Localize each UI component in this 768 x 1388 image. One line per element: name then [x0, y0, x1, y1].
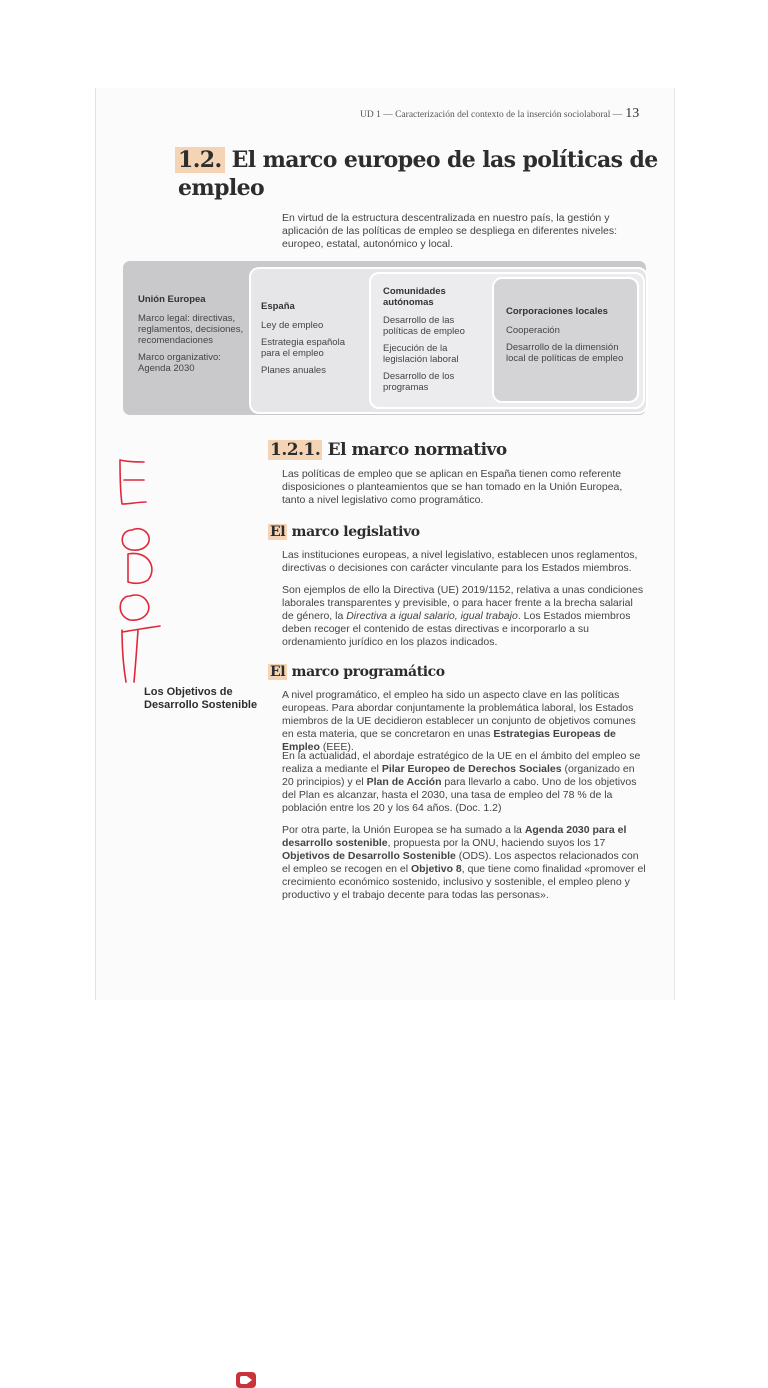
programatico-p2-b: Pilar Europeo de Derechos Sociales [381, 763, 562, 775]
subsection-number: 1.2.1. [270, 440, 321, 460]
programatico-p3-a: Por otra parte, la Unión Europea se ha sumado a la [282, 824, 525, 836]
programatico-p1 [282, 689, 647, 754]
programatico-p3-f: Objetivo 8 [411, 863, 462, 875]
programatico-p3-c: , propuesta por la ONU, haciendo suyos los 17 [387, 837, 606, 849]
ue-column [138, 294, 246, 380]
legislativo-heading-hl: El [270, 524, 286, 540]
ods-video-label: Los Objetivos de Desarrollo Sostenible [144, 686, 258, 711]
es-heading: España [261, 301, 295, 312]
programatico-p3-g: , que tiene como finalidad «promover el crecimiento económico sostenido, inclusivo y sostenible, el empleo pleno y productivo y el trabajo decente para todas las personas». [282, 863, 646, 901]
intro-paragraph: En virtud de la estructura descentralizada en nuestro país, la gestión y aplicación de las políticas de empleo se despliega en diferentes niveles: europeo, estatal, autonómico y local. [282, 212, 618, 250]
programatico-p3-e: (ODS). Los aspectos relacionados con el empleo se recogen en el [282, 850, 639, 875]
es-item: Ley de empleo [261, 320, 324, 331]
legislativo-p2 [282, 584, 647, 649]
legislativo-p2-b: . Los Estados miembros deben recoger el contenido de estas directivas e incorporarlo a su ordenamiento jurídico en los plazos indicados. [282, 610, 631, 648]
programatico-heading-hl: El [270, 664, 286, 680]
ca-heading: Comunidades autónomas [383, 286, 446, 308]
ca-item: Desarrollo de los programas [383, 371, 455, 393]
subsection-title [270, 440, 507, 460]
legislativo-p1: Las instituciones europeas, a nivel legislativo, establecen unos reglamentos, directivas o decisiones con carácter vinculante para los Estados miembros. [282, 549, 638, 574]
programatico-p2-a: En la actualidad, el abordaje estratégico de la UE en el ámbito del empleo se realiza a mediante el [282, 750, 641, 775]
handwritten-todo-annotation [108, 450, 168, 690]
legislativo-heading [270, 524, 420, 540]
page-number: 13 [625, 106, 640, 121]
ca-item: Desarrollo de las políticas de empleo [383, 315, 465, 337]
programatico-heading [270, 664, 445, 680]
subsection-paragraph: Las políticas de empleo que se aplican en España tienen como referente disposiciones o planteamientos que se han tomado en la Unión Europea, tanto a nivel legislativo como programático. [282, 468, 623, 506]
section-number: 1.2. [175, 147, 225, 173]
programatico-p3 [282, 824, 647, 902]
cl-item: Desarrollo de la dimensión local de políticas de empleo [506, 342, 624, 364]
ue-heading: Unión Europea [138, 294, 206, 305]
ue-item: Marco legal: directivas, reglamentos, decisiones, recomendaciones [138, 313, 244, 346]
es-item: Planes anuales [261, 365, 326, 376]
running-header [360, 106, 645, 122]
ca-column [383, 286, 483, 399]
programatico-p2-d: Plan de Acción [366, 776, 442, 788]
section-title-text: El marco europeo de las políticas de empleo [178, 147, 658, 201]
cl-item: Cooperación [506, 325, 560, 336]
programatico-p2-c: (organizado en 20 principios) y el [282, 763, 635, 788]
legislativo-p2-em: Directiva a igual salario, igual trabajo [346, 610, 518, 622]
es-column [261, 301, 361, 382]
programatico-p1-b: Estrategias Europeas de Empleo [282, 728, 616, 753]
programatico-heading-rest: marco programático [287, 664, 445, 680]
programatico-p3-b: Agenda 2030 para el desarrollo sostenible [282, 824, 627, 849]
ca-item: Ejecución de la legislación laboral [383, 343, 459, 365]
ue-item: Marco organizativo: Agenda 2030 [138, 352, 221, 374]
legislativo-p2-a: Son ejemplos de ello la Directiva (UE) 2019/1152, relativa a unas condiciones laborales transparentes y previsible, o para hacer frente a la brecha salarial de género, la [282, 584, 644, 622]
es-item: Estrategia española para el empleo [261, 337, 345, 359]
cl-heading: Corporaciones locales [506, 306, 608, 317]
subsection-title-text: El marco normativo [327, 440, 507, 460]
section-title [178, 146, 658, 202]
programatico-p1-c: (EEE). [319, 741, 354, 753]
cl-column [506, 306, 624, 370]
programatico-p3-d: Objetivos de Desarrollo Sostenible [282, 850, 456, 862]
legislativo-heading-rest: marco legislativo [287, 524, 420, 540]
running-title: UD 1 — Caracterización del contexto de la inserción sociolaboral — [360, 110, 623, 120]
video-icon [236, 1372, 256, 1388]
programatico-p2-e: para llevarlo a cabo. Uno de los objetivos del Plan es alcanzar, hasta el 2030, una tasa de empleo del 78 % de la población entre los 20 y los 64 años. (Doc. 1.2) [282, 776, 637, 814]
programatico-p1-a: A nivel programático, el empleo ha sido un aspecto clave en las políticas europeas. Para abordar conjuntamente la problemática laboral, los Estados miembros de la UE decidieron establecer un conjunto de objetivos comunes en esta materia, que se concretaron en unas [282, 689, 636, 740]
programatico-p2 [282, 750, 647, 815]
